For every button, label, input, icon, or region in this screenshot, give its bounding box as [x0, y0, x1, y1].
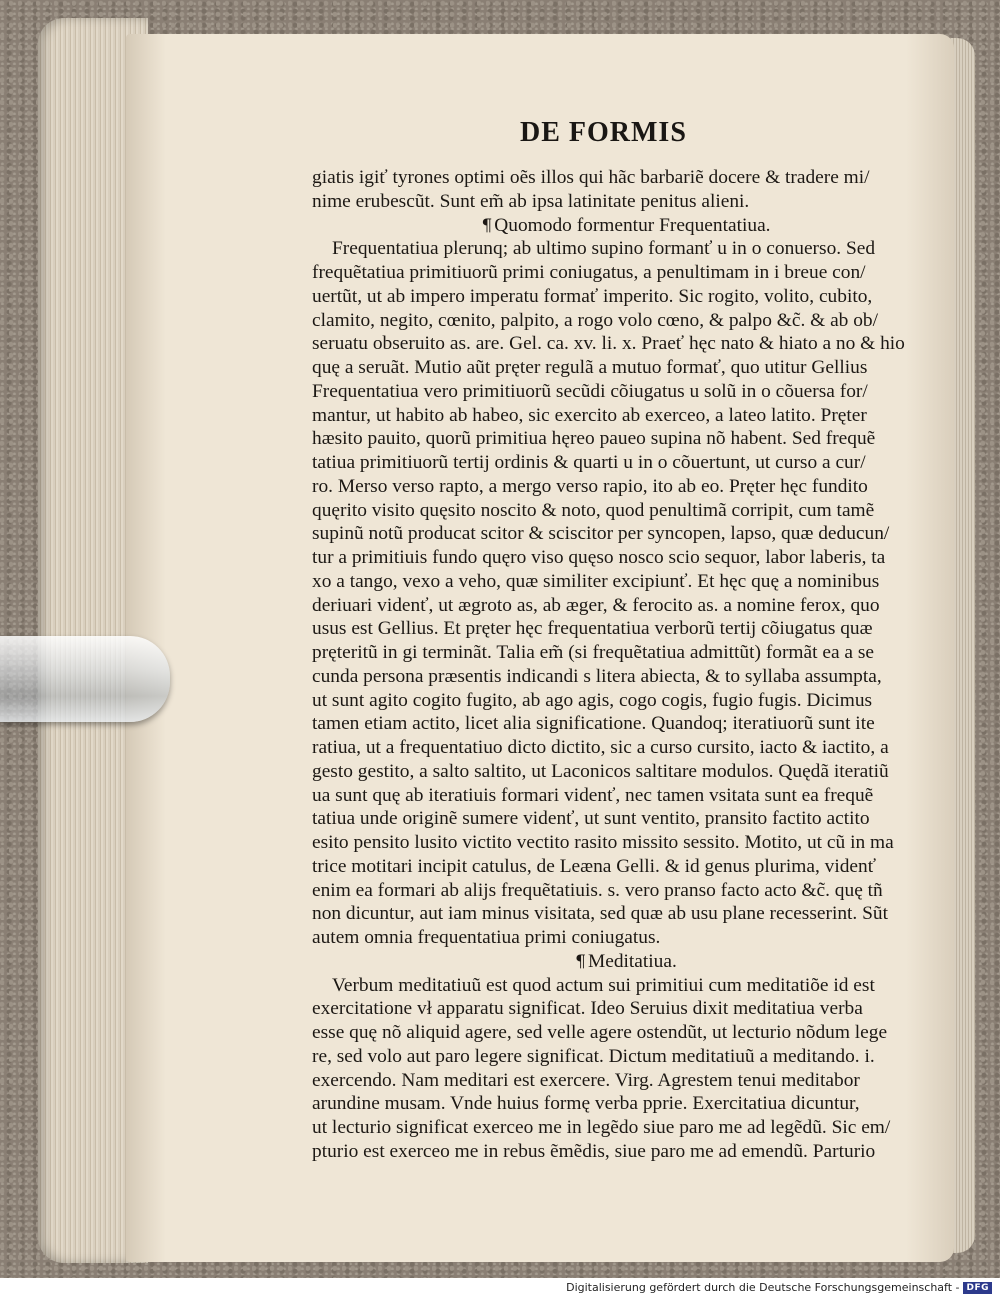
line-text: esse quę nõ aliquid agere, sed velle agere ostendũt, ut lecturio nõdum lege [312, 1022, 888, 1043]
text-line [312, 1021, 940, 1045]
line-text: quę a seruãt. Mutio aũt pręter regulã a mutuo formať, quo utitur Gellius [312, 357, 868, 378]
text-line [312, 641, 940, 665]
line-text: deriuari videnť, ut ægroto as, ab æger, & ferocito as. a nomine ferox, quo [312, 594, 880, 616]
text-line [312, 332, 940, 356]
text-line [312, 475, 940, 499]
line-text: Quomodo formentur Frequentatiua. [494, 214, 771, 236]
text-block [312, 166, 940, 1164]
line-text: tatiua primitiuorũ tertij ordinis & quarti u in o cõuertunt, ut curso a cur/ [312, 452, 866, 473]
text-line [312, 285, 940, 309]
glass-page-weight [0, 636, 170, 722]
line-text: quęrito visito quęsito noscito & noto, quod penultimã corripit, cum tamẽ [312, 499, 875, 521]
text-line [312, 689, 940, 713]
line-text: Frequentatiua vero primitiuorũ secũdi cõiugatus u solũ in o cõuersa for/ [312, 380, 868, 402]
text-line [312, 855, 940, 879]
text-line [312, 997, 940, 1021]
text-line [312, 451, 940, 475]
text-line [312, 784, 940, 808]
line-text: cunda persona præsentis indicandi s litera abiecta, & to syllaba assumpta, [312, 665, 882, 687]
footer-text: Digitalisierung gefördert durch die Deutsche Forschungsgemeinschaft - [566, 1281, 960, 1294]
line-text: pturio est exerceo me in rebus ẽmẽdis, siue paro me ad emendũ. Parturio [312, 1140, 876, 1162]
line-text: trice motitari incipit catulus, de Leæna Gelli. & id genus plurima, videnť [312, 855, 877, 877]
section-heading [312, 214, 940, 238]
line-text: autem omnia frequentatiua primi coniugatus. [312, 927, 661, 948]
line-text: Frequentatiua plerunq; ab ultimo supino formanť u in o conuerso. Sed [332, 238, 876, 260]
text-line [312, 1092, 940, 1116]
line-text: exercitatione vł apparatu significat. Ideo Seruius dixit meditatiua verba [312, 998, 863, 1020]
pilcrow-icon: ¶ [481, 215, 493, 236]
line-text: xo a tango, vexo a veho, quæ similiter excipiunť. Et hęc quę a nominibus [312, 570, 880, 592]
text-line [312, 309, 940, 333]
line-text: nime erubescũt. Sunt em̃ ab ipsa latinitate penitus alieni. [312, 190, 750, 212]
line-text: non dicuntur, aut iam minus visitata, sed quæ ab usu plane recesserint. Sũt [312, 903, 888, 925]
text-line [312, 499, 940, 523]
text-line [312, 760, 940, 784]
line-text: re, sed volo aut paro legere significat. Dictum meditatiuũ a meditando. i. [312, 1045, 875, 1067]
running-head: DE FORMIS [520, 117, 687, 148]
line-text: ratiua, ut a frequentatiuo dicto dictito, sic a curso cursito, iacto & iactito, a [312, 737, 889, 758]
text-line [312, 974, 940, 998]
line-text: ro. Merso verso rapto, a mergo verso rapio, ito ab eo. Pręter hęc fundito [312, 475, 868, 497]
text-line [312, 427, 940, 451]
line-text: pręteritũ in gi terminãt. Talia em̃ (si frequẽtatiua admittũt) formãt ea a se [312, 642, 875, 663]
dfg-logo: DFG [963, 1282, 992, 1294]
text-line [312, 831, 940, 855]
text-line [312, 190, 940, 214]
line-text: frequẽtatiua primitiuorũ primi coniugatus, a penultimam in i breue con/ [312, 262, 866, 283]
line-text: ua sunt quę ab iteratiuis formari videnť, nec tamen vsitata sunt ea frequẽ [312, 784, 874, 806]
line-text: esito pensito lusito victito vectito rasito missito sessito. Motito, ut cũ in ma [312, 832, 894, 853]
text-line [312, 261, 940, 285]
line-text: giatis igiť tyrones optimi oẽs illos qui hãc barbariẽ docere & tradere mi/ [312, 167, 870, 188]
text-line [312, 617, 940, 641]
text-line [312, 380, 940, 404]
text-line [312, 665, 940, 689]
text-line [312, 736, 940, 760]
text-line [312, 926, 940, 950]
text-line [312, 1045, 940, 1069]
line-text: exercendo. Nam meditari est exercere. Virg. Agrestem tenui meditabor [312, 1069, 860, 1091]
line-text: supinũ notũ producat scitor & sciscitor per syncopen, lapso, quæ deducun/ [312, 523, 890, 545]
line-text: arundine musam. Vnde huius formę verba pprie. Exercitatiua dicuntur, [312, 1093, 860, 1115]
line-text: gesto gestito, a salto saltito, ut Laconicos saltitare modulos. Quędã iteratiũ [312, 760, 889, 782]
line-text: seruatu obseruito as. are. Gel. ca. xv. li. x. Praeť hęc nato & hiato a no & hio [312, 333, 905, 355]
text-line [312, 594, 940, 618]
line-text: ut lecturio significat exerceo me in legẽdo siue paro me ad legẽdũ. Sic em/ [312, 1117, 891, 1138]
line-text: enim ea formari ab alijs frequẽtatiuis. s. vero pranso facto acto &c̃. quę tñ [312, 879, 883, 901]
line-text: tatiua unde originẽ sumere videnť, ut sunt ventito, pransito factito actito [312, 808, 870, 830]
text-line [312, 712, 940, 736]
text-line [312, 356, 940, 380]
text-line [312, 570, 940, 594]
line-text: hæsito pauito, quorũ primitiua hęreo paueo supina nõ habent. Sed frequẽ [312, 428, 876, 450]
text-line [312, 522, 940, 546]
line-text: clamito, negito, cœnito, palpito, a rogo volo cœno, & palpo &c̃. & ab ob/ [312, 309, 878, 331]
text-line [312, 546, 940, 570]
line-text: tur a primitiuis fundo quęro viso quęso nosco scio sequor, labor laberis, ta [312, 547, 886, 568]
line-text: uertũt, ut ab impero imperatu formať imperito. Sic rogito, volito, cubito, [312, 285, 873, 307]
pilcrow-icon: ¶ [575, 951, 586, 972]
line-text: Meditatiua. [587, 950, 677, 972]
line-text: Verbum meditatiuũ est quod actum sui primitiui cum meditatiõe id est [332, 974, 875, 996]
text-line [312, 902, 940, 926]
line-text: ut sunt agito cogito fugito, ab ago agis, cogo cogis, fugio fugis. Dicimus [312, 689, 873, 711]
text-line [312, 1069, 940, 1093]
text-line [312, 237, 940, 261]
line-text: usus est Gellius. Et pręter hęc frequentatiua verborũ tertij cõiugatus quæ [312, 618, 873, 640]
text-line [312, 807, 940, 831]
text-line [312, 166, 940, 190]
dfg-footer [566, 1281, 992, 1294]
text-line [312, 1116, 940, 1140]
section-heading [312, 950, 940, 974]
line-text: tamen etiam actito, licet alia significatione. Quandoq; iteratiuorũ sunt ite [312, 713, 875, 735]
line-text: mantur, ut habito ab habeo, sic exercito ab exerceo, a lateo latito. Pręter [312, 404, 867, 426]
text-line [312, 1140, 940, 1164]
text-line [312, 879, 940, 903]
text-line [312, 404, 940, 428]
